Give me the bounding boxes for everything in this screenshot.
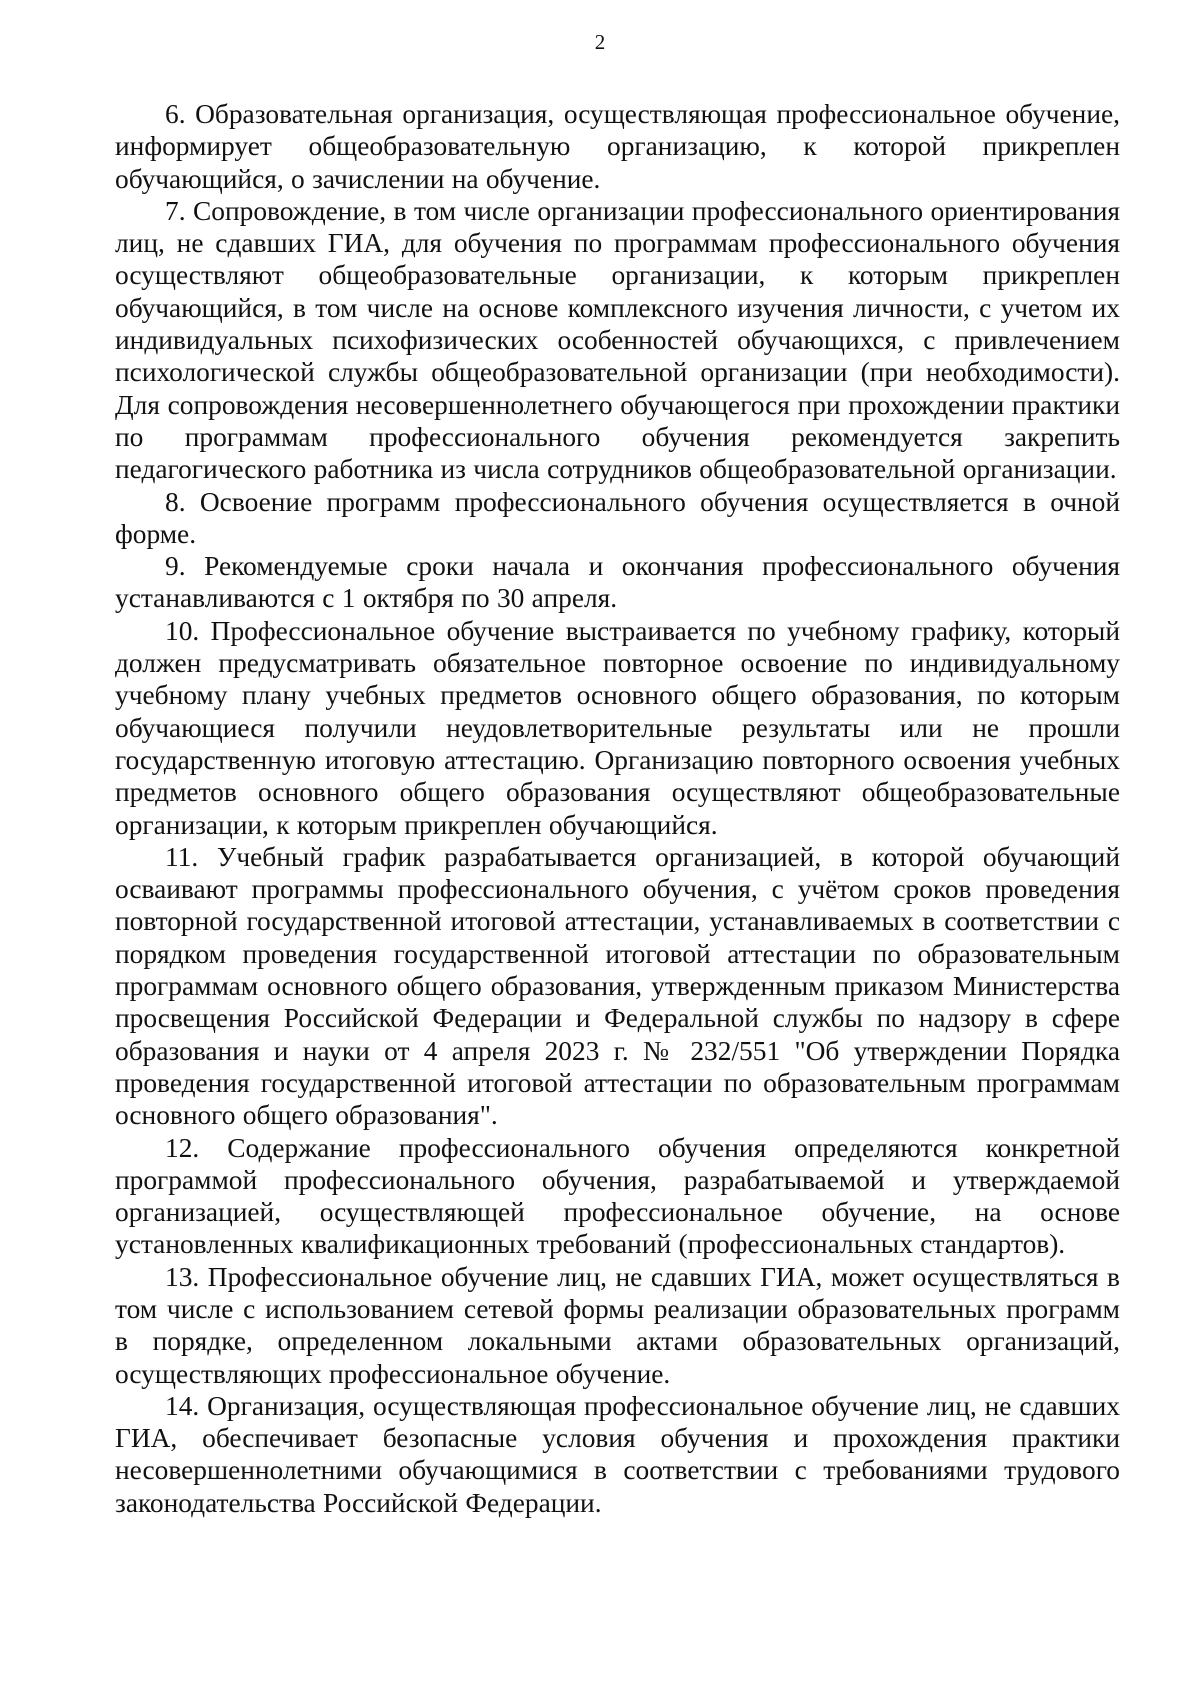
document-body — [115, 98, 1120, 1519]
paragraph-13: 13. Профессиональное обучение лиц, не сдавших ГИА, может осуществляться в том числе с использованием сетевой формы реализации образовательных программ в порядке, определенном локальными актами образовательных организаций, осуществляющих профессиональное обучение. — [115, 1261, 1120, 1389]
page-number: 2 — [594, 30, 606, 54]
paragraph-12: 12. Содержание профессионального обучения определяются конкретной программой профессионального обучения, разрабатываемой и утверждаемой организацией, осуществляющей профессиональное обучение, на основе установленных квалификационных требований (профессиональных стандартов). — [115, 1132, 1120, 1260]
paragraph-8: 8. Освоение программ профессионального обучения осуществляется в очной форме. — [115, 486, 1120, 549]
paragraph-14: 14. Организация, осуществляющая профессиональное обучение лиц, не сдавших ГИА, обеспечивает безопасные условия обучения и прохождения практики несовершеннолетними обучающимися в соответствии с требованиями трудового законодательства Российской Федерации. — [115, 1390, 1120, 1518]
paragraph-7: 7. Сопровождение, в том числе организации профессионального ориентирования лиц, не сдавших ГИА, для обучения по программам профессионального обучения осуществляют общеобразовательные организации, к которым прикреплен обучающийся, в том числе на основе комплексного изучения личности, с учетом их индивидуальных психофизических особенностей обучающихся, с привлечением психологической службы общеобразовательной организации (при необходимости). Для сопровождения несовершеннолетнего обучающегося при прохождении практики по программам профессионального обучения рекомендуется закрепить педагогического работника из числа сотрудников общеобразовательной организации. — [115, 195, 1120, 485]
paragraph-9: 9. Рекомендуемые сроки начала и окончания профессионального обучения устанавливаются с 1 октября по 30 апреля. — [115, 551, 1120, 614]
paragraph-6: 6. Образовательная организация, осуществляющая профессиональное обучение, информирует общеобразовательную организацию, к которой прикреплен обучающийся, о зачислении на обучение. — [115, 99, 1120, 194]
paragraph-10: 10. Профессиональное обучение выстраивается по учебному графику, который должен предусматривать обязательное повторное освоение по индивидуальному учебному плану учебных предметов основного общего образования, по которым обучающиеся получили неудовлетворительные результаты или не прошли государственную итоговую аттестацию. Организацию повторного освоения учебных предметов основного общего образования осуществляют общеобразовательные организации, к которым прикреплен обучающийся. — [115, 615, 1120, 840]
paragraph-11: 11. Учебный график разрабатывается организацией, в которой обучающий осваивают программы профессионального обучения, с учётом сроков проведения повторной государственной итоговой аттестации, устанавливаемых в соответствии с порядком проведения государственной итоговой аттестации по образовательным программам основного общего образования, утвержденным приказом Министерства просвещения Российской Федерации и Федеральной службы по надзору в сфере образования и науки от 4 апреля 2023 г. № 232/551 "Об утверждении Порядка проведения государственной итоговой аттестации по образовательным программам основного общего образования". — [115, 841, 1120, 1131]
